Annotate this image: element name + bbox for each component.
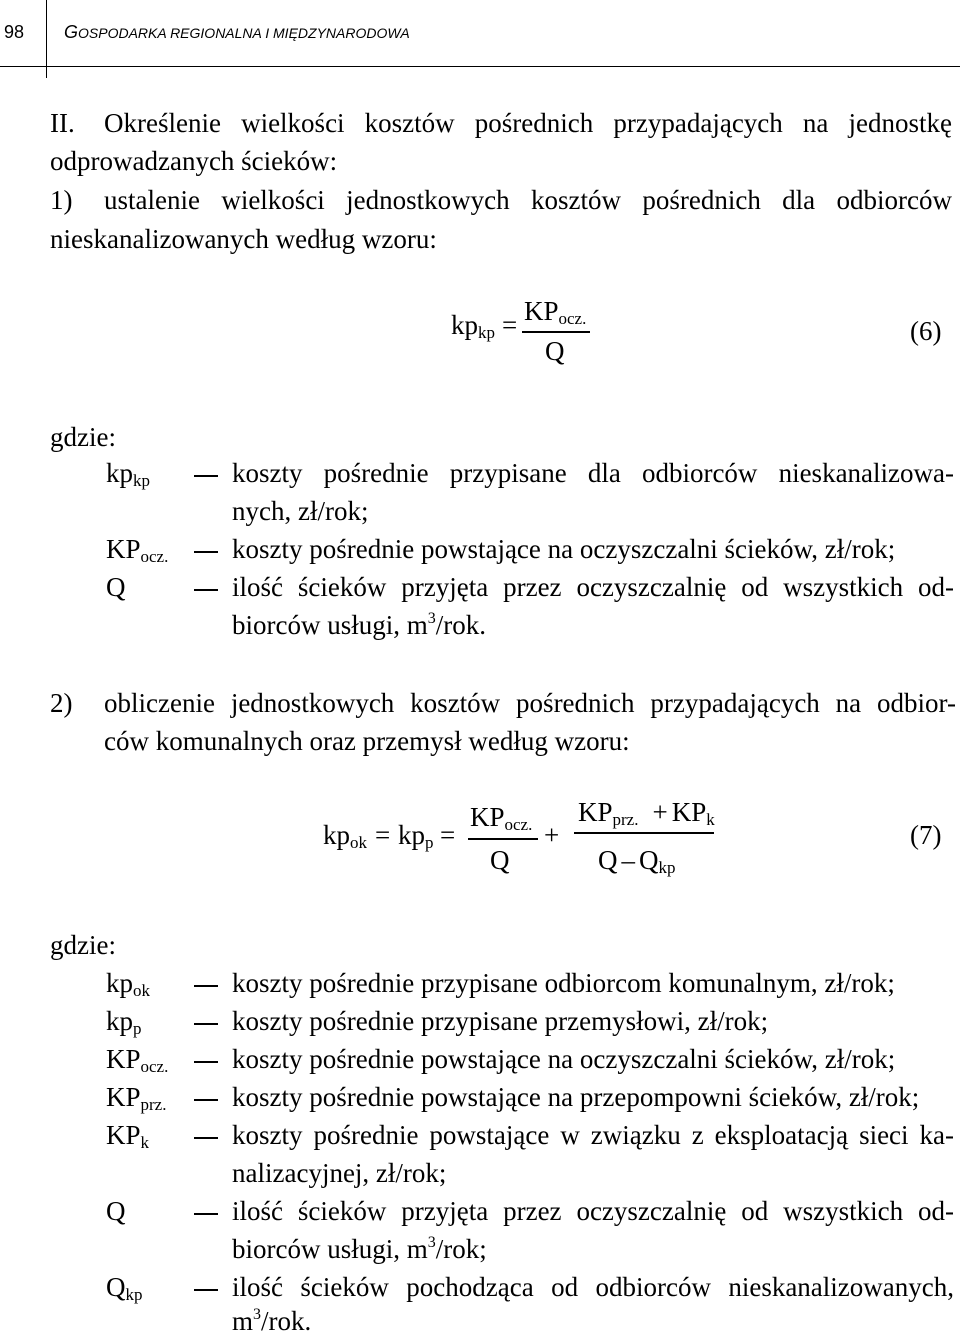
formula7-plus: + — [544, 820, 560, 850]
where2-dash — [194, 1213, 218, 1215]
where2-dash — [194, 1061, 218, 1063]
formula7-frac1-numerator: $KP_{ocz.}$ — [470, 802, 533, 834]
formula6-numerator: $KP_{ocz.}$ — [524, 296, 587, 328]
formula6-lhs: $kp_{kp}$ — [451, 310, 495, 342]
where2-sym-KPocz: $KP_{ocz.}$ — [106, 1044, 169, 1076]
where1-def-Q-line1: ilość ścieków przyjęta przez oczyszczalnię od wszystkich od- — [232, 572, 954, 602]
formula6-number: (6) — [910, 316, 942, 346]
formula6-denominator: Q — [545, 336, 565, 366]
item1-number: 1) — [50, 185, 73, 215]
page-number: 98 — [4, 22, 25, 42]
where2-sym-KPk: $KP_k$ — [106, 1120, 150, 1152]
formula7-equals2: = — [440, 820, 456, 850]
where2-def-Qkp-line1: ilość ścieków pochodząca od odbiorców nieskanalizowanych, — [232, 1272, 954, 1302]
where1-sym-kp: $kp_{kp}$ — [106, 458, 150, 490]
where1-label: gdzie: — [50, 422, 116, 452]
item2-number: 2) — [50, 688, 73, 718]
where2-dash — [194, 1289, 218, 1291]
where2-def-Qkp-line2: $m^3$/rok. — [232, 1306, 312, 1336]
formula7-frac2-numerator: $KP_{prz.} + KP_k$ — [578, 797, 715, 829]
where2-sym-Qkp: $Q_{kp}$ — [106, 1272, 143, 1304]
header-rule — [0, 66, 960, 67]
where2-def-KPprz: koszty pośrednie powstające na przepompowni ścieków, zł/rok; — [232, 1082, 920, 1112]
where2-dash — [194, 1099, 218, 1101]
where2-def-KPocz: koszty pośrednie powstające na oczyszczalni ścieków, zł/rok; — [232, 1044, 896, 1074]
where2-def-Q-line1: ilość ścieków przyjęta przez oczyszczalnię od wszystkich od- — [232, 1196, 954, 1226]
where2-sym-kpp: $kp_p$ — [106, 1006, 142, 1038]
item1-line2: nieskanalizowanych według wzoru: — [50, 224, 437, 254]
formula7-frac2-bar — [574, 832, 714, 834]
where2-def-kpp: koszty pośrednie przypisane przemysłowi, zł/rok; — [232, 1006, 769, 1036]
where2-def-kpok: koszty pośrednie przypisane odbiorcom komunalnym, zł/rok; — [232, 968, 895, 998]
where2-def-Q-line2: biorców usługi, $m^3$/rok; — [232, 1234, 487, 1264]
formula7-lhs-kpok: $kp_{ok}$ — [323, 820, 367, 852]
where1-sym-KPocz: $KP_{ocz.}$ — [106, 534, 169, 566]
section-heading-line2: odprowadzanych ścieków: — [50, 146, 338, 176]
where2-def-KPk-line2: nalizacyjnej, zł/rok; — [232, 1158, 447, 1188]
where2-dash — [194, 1023, 218, 1025]
item2-line2: ców komunalnych oraz przemysł według wzoru: — [104, 726, 630, 756]
where2-label: gdzie: — [50, 930, 116, 960]
where1-def-kp-line2: nych, zł/rok; — [232, 496, 369, 526]
formula6-equals: = — [502, 310, 518, 340]
where2-dash — [194, 985, 218, 987]
formula7-lhs-kpp: $kp_p$ — [398, 820, 434, 852]
where1-dash — [194, 551, 218, 553]
formula7-frac2-denominator: Q – $Q_{kp}$ — [598, 845, 676, 877]
running-title-rest: OSPODARKA REGIONALNA I MIĘDZYNARODOWA — [78, 25, 410, 41]
section-roman: II. — [50, 108, 75, 138]
section-heading-line1: Określenie wielkości kosztów pośrednich przypadających na jednostkę — [104, 108, 952, 138]
where2-sym-Q: Q — [106, 1196, 126, 1226]
formula6-fraction-bar — [522, 331, 590, 333]
where1-sym-Q: Q — [106, 572, 126, 602]
where2-sym-KPprz: $KP_{prz.}$ — [106, 1082, 167, 1114]
where2-sym-kpok: $kp_{ok}$ — [106, 968, 150, 1000]
item2-line1: obliczenie jednostkowych kosztów pośrednich przypadających na odbior- — [104, 688, 956, 718]
formula7-frac1-denominator: Q — [490, 845, 510, 875]
formula7-number: (7) — [910, 820, 942, 850]
where1-dash — [194, 589, 218, 591]
running-title — [64, 22, 410, 43]
running-title-initial: G — [64, 22, 79, 42]
formula7-frac1-bar — [468, 838, 538, 840]
where1-def-kp-line1: koszty pośrednie przypisane dla odbiorców nieskanalizowa- — [232, 458, 954, 488]
where1-def-KPocz: koszty pośrednie powstające na oczyszczalni ścieków, zł/rok; — [232, 534, 896, 564]
where2-def-KPk-line1: koszty pośrednie powstające w związku z eksploatacją sieci ka- — [232, 1120, 954, 1150]
where1-def-Q-line2: biorców usługi, $m^3$/rok. — [232, 610, 486, 640]
where1-dash — [194, 475, 218, 477]
item1-line1: ustalenie wielkości jednostkowych kosztów pośrednich dla odbiorców — [104, 185, 952, 215]
formula7-equals1: = — [375, 820, 391, 850]
where2-dash — [194, 1137, 218, 1139]
